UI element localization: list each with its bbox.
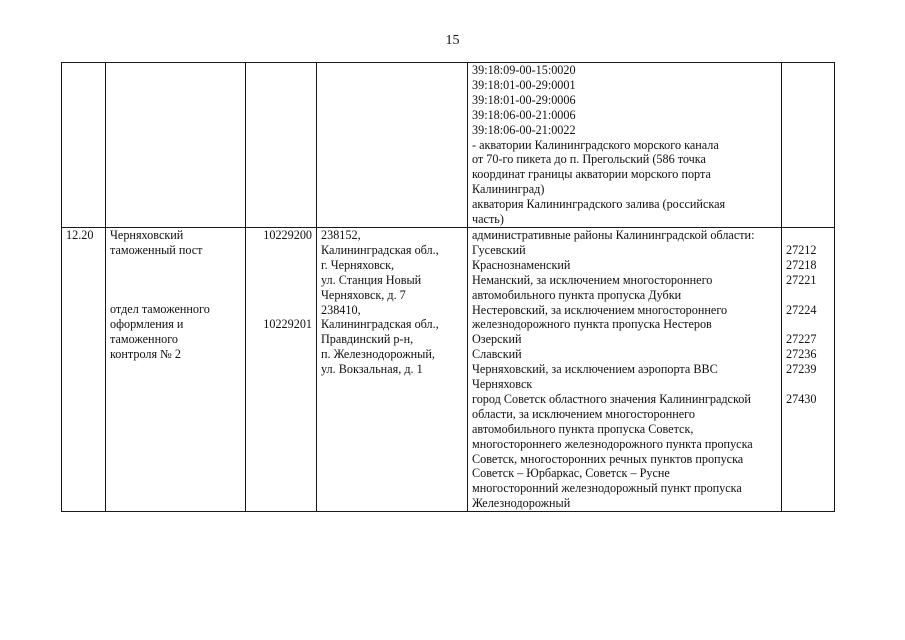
address-line: 238410, [321,302,361,317]
post-name-line: Черняховский [110,227,184,242]
okato-code: 27224 [786,302,817,317]
department-code: 10229201 [263,317,312,332]
department-name-line: таможенного [110,332,178,347]
region-line: Черняховск [472,377,533,392]
department-address [321,303,463,378]
cell-okato [782,63,835,228]
cell-post-code [246,63,317,228]
region-line: часть) [472,212,504,227]
region-line: акватория Калининградского залива (российская [472,197,726,212]
row-number: 12.20 [66,227,94,242]
address-line: п. Железнодорожный, [321,347,435,362]
customs-table [61,62,835,512]
address-line: Калининградская обл., [321,317,439,332]
department-name-line: оформления и [110,317,184,332]
region-line: Неманский, за исключением многостороннего [472,272,713,287]
region-line: автомобильного пункта пропуска Советск, [472,421,694,436]
cell-number [62,227,106,511]
region-line: - акватории Калининградского морского канала [472,137,719,152]
region-line: Гусевский [472,242,526,257]
address-line: ул. Вокзальная, д. 1 [321,362,423,377]
okato-code: 27227 [786,332,817,347]
post-code: 10229200 [263,227,312,242]
region-line: многосторонний железнодорожный пункт пропуска [472,481,742,496]
okato-code: 27430 [786,391,817,406]
post-name [110,228,241,258]
cell-post-name [106,63,246,228]
okato-code: 27221 [786,272,817,287]
address-line: г. Черняховск, [321,257,395,272]
region-line: автомобильного пункта пропуска Дубки [472,287,682,302]
address-line: 238152, [321,227,361,242]
region-line: железнодорожного пункта пропуска Нестеров [472,317,712,332]
region-line: координат границы акватории морского порта [472,167,711,182]
cell-region [468,63,782,228]
region-line: 39:18:09-00-15:0020 [472,63,576,77]
region-line: Озерский [472,332,522,347]
region-line: области, за исключением многостороннего [472,406,695,421]
address-line: Черняховск, д. 7 [321,287,406,302]
department-name [110,302,241,362]
address-line: Калининградская обл., [321,242,439,257]
department-name-line: контроля № 2 [110,347,181,362]
cell-address [317,227,468,511]
okato-code [786,288,830,303]
table-row-12-20 [62,227,835,511]
okato-code: 27239 [786,362,817,377]
okato-code [786,228,830,243]
okato-code: 27212 [786,242,817,257]
region-line: 39:18:01-00-29:0001 [472,77,576,92]
post-address [321,228,463,303]
region-line: 39:18:06-00-21:0006 [472,107,576,122]
region-line: Славский [472,347,522,362]
region-line: административные районы Калининградской области: [472,227,755,242]
okato-code [786,377,830,392]
okato-code: 27236 [786,347,817,362]
region-line: Калининград) [472,182,545,197]
region-line: Нестеровский, за исключением многостороннего [472,302,728,317]
cell-post-name [106,227,246,511]
cell-number [62,63,106,228]
region-line: Железнодорожный [472,496,571,511]
table-row-continued [62,63,835,228]
region-line: Краснознаменский [472,257,571,272]
post-name-line: таможенный пост [110,242,203,257]
cell-address [317,63,468,228]
department-name-line: отдел таможенного [110,302,210,317]
cell-post-code [246,227,317,511]
region-line: Советск – Юрбаркас, Советск – Русне [472,466,670,481]
address-line: ул. Станция Новый [321,272,422,287]
okato-code: 27218 [786,257,817,272]
cell-okato [782,227,835,511]
address-line: Правдинский р-н, [321,332,414,347]
region-line: 39:18:01-00-29:0006 [472,92,576,107]
page-number: 15 [445,33,460,48]
region-line: 39:18:06-00-21:0022 [472,122,576,137]
region-line: город Советск областного значения Калининградской [472,391,751,406]
region-line: Советск, многосторонних речных пунктов пропуска [472,451,744,466]
okato-code [786,317,830,332]
cell-region [468,227,782,511]
region-line: Черняховский, за исключением аэропорта ВВС [472,362,718,377]
region-line: многостороннего железнодорожного пункта пропуска [472,436,753,451]
region-line: от 70-го пикета до п. Прегольский (586 точка [472,152,706,167]
